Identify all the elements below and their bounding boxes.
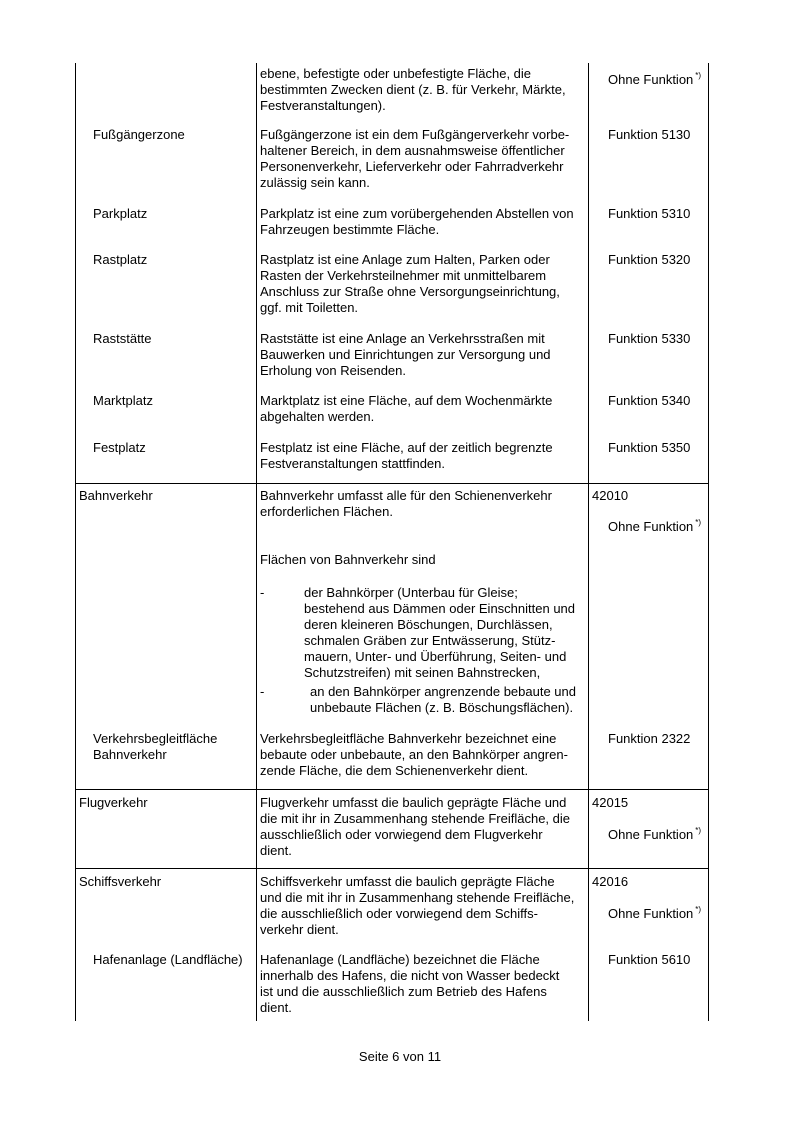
function-code: Ohne Funktion *) — [608, 71, 702, 87]
function-code: Funktion 5350 — [608, 440, 691, 455]
description-text: Marktplatz ist eine Fläche, auf dem Wochenmärkte abgehalten werden. — [260, 393, 553, 424]
footnote-mark: *) — [695, 71, 702, 80]
category-id: 42016 — [592, 874, 629, 889]
function-code: Funktion 5610 — [608, 952, 691, 967]
footnote-mark: *) — [695, 905, 702, 914]
page-number: Seite 6 von 11 — [358, 1049, 442, 1064]
function-code: Funktion 5320 — [608, 252, 691, 267]
sub-category-name: Festplatz — [93, 440, 146, 455]
row-divider — [75, 868, 709, 869]
row-divider — [75, 483, 709, 484]
description-text: ebene, befestigte oder unbefestigte Fläche, die bestimmten Zwecken dient (z. B. für Verkehr, Märkte, Festveranstaltungen). — [260, 66, 566, 113]
sub-category-name: Hafenanlage (Landfläche) — [93, 952, 243, 967]
category-id: 42015 — [592, 795, 629, 810]
list-bullet: - — [260, 684, 265, 699]
description-text: Parkplatz ist eine zum vorübergehenden Abstellen von Fahrzeugen bestimmte Fläche. — [260, 206, 574, 237]
function-code: Ohne Funktion *) — [608, 905, 702, 921]
description-text: Flugverkehr umfasst die baulich geprägte Fläche und die mit ihr in Zusammenhang stehende Freifläche, die ausschließlich oder vorwiegend dem Flugverkehr dient. — [260, 795, 570, 858]
list-item: der Bahnkörper (Unterbau für Gleise; bestehend aus Dämmen oder Einschnitten und deren kleineren Böschungen, Durchlässen, schmalen Gräben zur Entwässerung, Stütz- mauern, Unter- und Überführung, Seiten- und Schutzstreifen) mit seinen Bahnstrecken, — [304, 585, 576, 680]
category-name: Flugverkehr — [79, 795, 148, 810]
sub-category-name: Fußgängerzone — [93, 127, 185, 142]
description-text: Fußgängerzone ist ein dem Fußgängerverkehr vorbe- haltener Bereich, in dem ausnahmsweise öffentlicher Personenverkehr, Lieferverkehr oder Fahrradverkehr zulässig sein kann. — [260, 127, 570, 190]
function-code: Funktion 2322 — [608, 731, 691, 746]
description-text: Rastplatz ist eine Anlage zum Halten, Parken oder Rasten der Verkehrsteilnehmer mit unmittelbarem Anschluss zur Straße ohne Versorgungseinrichtung, ggf. mit Toiletten. — [260, 252, 560, 315]
category-name: Schiffsverkehr — [79, 874, 162, 889]
description-text: Schiffsverkehr umfasst die baulich geprägte Fläche und die mit ihr in Zusammenhang stehende Freifläche, die ausschließlich oder vorwiegend dem Schiffs- verkehr dient. — [260, 874, 575, 937]
footnote-mark: *) — [695, 826, 702, 835]
function-code: Funktion 5310 — [608, 206, 691, 221]
function-code: Ohne Funktion *) — [608, 826, 702, 842]
row-divider — [75, 789, 709, 790]
sub-category-name: Raststätte — [93, 331, 152, 346]
table-border-col3 — [588, 63, 589, 1021]
category-name: Bahnverkehr — [79, 488, 153, 503]
footnote-mark: *) — [695, 518, 702, 527]
table-border-right — [708, 63, 709, 1021]
list-intro: Flächen von Bahnverkehr sind — [260, 552, 436, 567]
function-code: Funktion 5130 — [608, 127, 691, 142]
list-item: an den Bahnkörper angrenzende bebaute und unbebaute Flächen (z. B. Böschungsflächen). — [310, 684, 576, 715]
function-code: Funktion 5330 — [608, 331, 691, 346]
sub-category-name: Marktplatz — [93, 393, 153, 408]
description-text: Bahnverkehr umfasst alle für den Schienenverkehr erforderlichen Flächen. — [260, 488, 552, 519]
function-code: Ohne Funktion *) — [608, 518, 702, 534]
function-code: Funktion 5340 — [608, 393, 691, 408]
description-text: Hafenanlage (Landfläche) bezeichnet die Fläche innerhalb des Hafens, die nicht von Wasser bedeckt ist und die ausschließlich zum Betrieb des Hafens dient. — [260, 952, 560, 1015]
table-border-col2 — [256, 63, 257, 1021]
table-border-left — [75, 63, 76, 1021]
sub-category-name: Rastplatz — [93, 252, 148, 267]
description-text: Verkehrsbegleitfläche Bahnverkehr bezeichnet eine bebaute oder unbebaute, an den Bahnkörper angren- zende Fläche, die dem Schienenverkehr dient. — [260, 731, 568, 778]
description-text: Raststätte ist eine Anlage an Verkehrsstraßen mit Bauwerken und Einrichtungen zur Versorgung und Erholung von Reisenden. — [260, 331, 551, 378]
sub-category-name: Verkehrsbegleitfläche Bahnverkehr — [93, 731, 218, 762]
list-bullet: - — [260, 585, 265, 600]
description-text: Festplatz ist eine Fläche, auf der zeitlich begrenzte Festveranstaltungen stattfinden. — [260, 440, 553, 471]
sub-category-name: Parkplatz — [93, 206, 148, 221]
category-id: 42010 — [592, 488, 629, 503]
